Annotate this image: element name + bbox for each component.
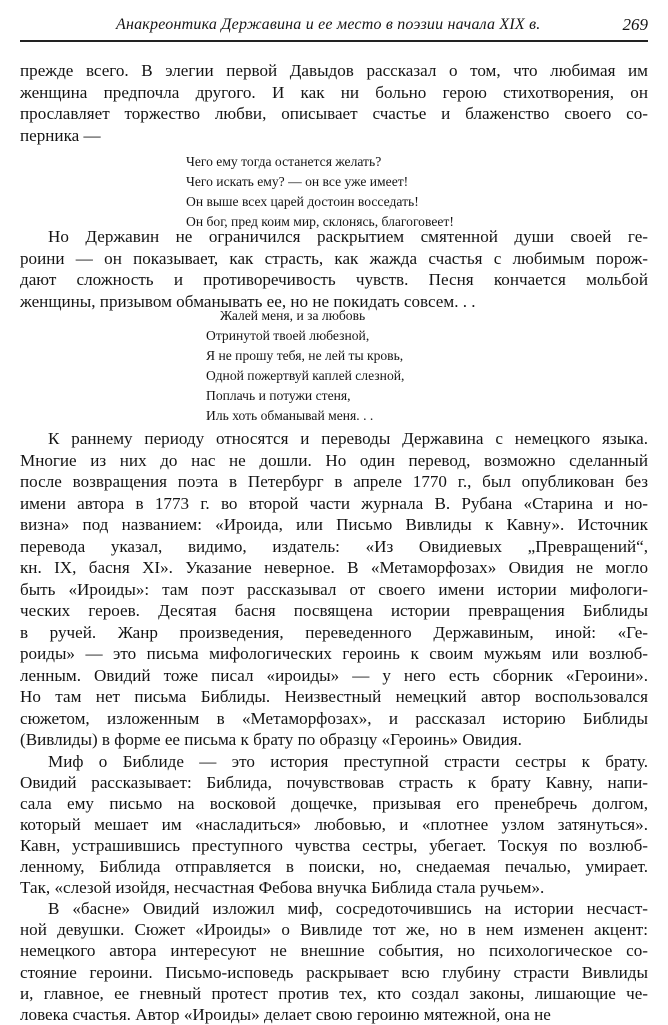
verse-line: Чего искать ему? — он все уже имеет! <box>186 174 409 189</box>
text-line: перевода указал, видимо, издатель: «Из Овидиевых „Превращений“, <box>20 536 648 556</box>
text-line: прежде всего. В элегии первой Давыдов рассказал о том, что любимая им <box>20 61 648 80</box>
verse-line: Я не прошу тебя, не лей ты кровь, <box>206 348 404 363</box>
text-line: Кавн, устрашившись преступного чувства сестры, убегает. Тоскуя по возлюб- <box>20 835 648 855</box>
text-line: Так, «слезой изойдя, несчастная Фебова внучка Библида стала ручьем». <box>20 878 545 898</box>
text-line: ческих героев. Десятая басня посвящена истории превращения Библиды <box>20 601 648 620</box>
text-line: (Вивлиды) в форме ее письма к брату по образцу «Героинь» Овидия. <box>20 730 522 749</box>
text-line: Но там нет письма Библиды. Неизвестный немецкий автор воспользовался <box>20 687 648 706</box>
text-line: К раннему периоду относятся и переводы Державина с немецкого языка. <box>48 429 648 448</box>
text-line: перника — <box>20 125 101 145</box>
text-line: прославляет торжество любви, описывает счастье и блаженство своего со- <box>20 104 648 123</box>
text-line: после возвращения поэта в Петербург в апреле 1770 г., был опубликован без <box>20 472 648 491</box>
verse-line: Жалей меня, и за любовь <box>220 308 366 323</box>
text-line: ленному, Библида отправляется в поиски, но, снедаемая печалью, умирает. <box>20 857 648 876</box>
verse-line: Чего ему тогда останется желать? <box>186 154 382 169</box>
text-line: Миф о Библиде — это история преступной страсти сестры к брату. <box>48 751 648 771</box>
text-line: который мешает им «насладиться» любовью, и «плотнее узлом затянуться». <box>20 814 648 834</box>
text-line: Но Державин не ограничился раскрытием смятенной души своей ге- <box>48 227 648 246</box>
verse-line: Отринутой твоей любезной, <box>206 328 370 343</box>
text-line: стояние героини. Письмо-исповедь раскрывает всю глубину страсти Вивлиды <box>20 962 648 982</box>
verse-line: Иль хоть обманывай меня. . . <box>206 408 374 423</box>
text-line: и, главное, ее гневный протест против тех, кто создал законы, лишающие че- <box>20 983 648 1003</box>
text-line: ной девушки. Сюжет «Ироиды» о Вивлиде тот же, но в нем изменен акцент: <box>20 920 648 940</box>
text-line: быть «Ироиды»: там поэт рассказывал от своего имени истории мифологи- <box>20 579 648 599</box>
running-title: Анакреонтика Державина и ее место в поэзии начала XIX в. <box>116 16 541 33</box>
page-number: 269 <box>622 15 648 34</box>
text-line: В «басне» Овидий изложил миф, сосредоточившись на истории несчаст- <box>48 899 648 919</box>
verse-line: Он выше всех царей достоин восседать! <box>186 194 419 209</box>
text-line: в ручей. Жанр произведения, переведенного Державиным, иной: «Ге- <box>20 622 648 642</box>
text-line: ленным. Овидий тоже писал «ироиды» — у него есть сборник «Героини». <box>20 665 648 685</box>
text-line: женщины, призывом обманывать ее, но не покидать совсем. . . <box>20 291 476 311</box>
text-line: Овидий рассказывает: Библида, почувствовав страсть к брату Кавну, напи- <box>20 772 648 792</box>
page-header <box>20 10 648 40</box>
text-line: визна» под названием: «Ироида, или Письмо Вивлиды к Кавну». Источник <box>20 515 648 534</box>
text-line: сала ему письмо на восковой дощечке, призывая его пренебречь долгом, <box>20 793 648 813</box>
header-rule <box>20 40 648 42</box>
verse-quote-2 <box>206 306 404 426</box>
text-line: роиды» — это письма мифологических героинь к своим мужьям или возлюб- <box>20 644 648 663</box>
text-line: кн. IX, басня XI». Указание неверное. В «Метаморфозах» Овидия не могло <box>20 558 648 577</box>
text-line: немецкого автора интересуют не внешние события, но психологическое со- <box>20 941 648 961</box>
text-line: сюжетом, изложенным в «Метаморфозах», и рассказал историю Библиды <box>20 708 648 728</box>
text-line: женщина предпочла другого. И как ни больно герою стихотворения, он <box>20 82 648 102</box>
text-line: Многие из них до нас не дошли. Но один перевод, возможно сделанный <box>20 450 648 470</box>
verse-quote-1 <box>186 152 454 232</box>
text-line: дают сложность и противоречивость чувств. Песня кончается мольбой <box>20 270 648 289</box>
verse-line: Одной пожертвуй каплей слезной, <box>206 368 405 383</box>
verse-line: Он бог, пред коим мир, склонясь, благоговеет! <box>186 214 454 229</box>
verse-line: Поплачь и потужи стеня, <box>206 388 351 403</box>
text-line: имени автора в 1773 г. во второй части журнала В. Рубана «Старина и но- <box>20 493 648 513</box>
text-line: ловека счастья. Автор «Ироиды» делает свою героиню мятежной, она не <box>20 1004 551 1024</box>
text-line: роини — он показывает, как страсть, как жажда счастья с любимым порож- <box>20 248 648 268</box>
